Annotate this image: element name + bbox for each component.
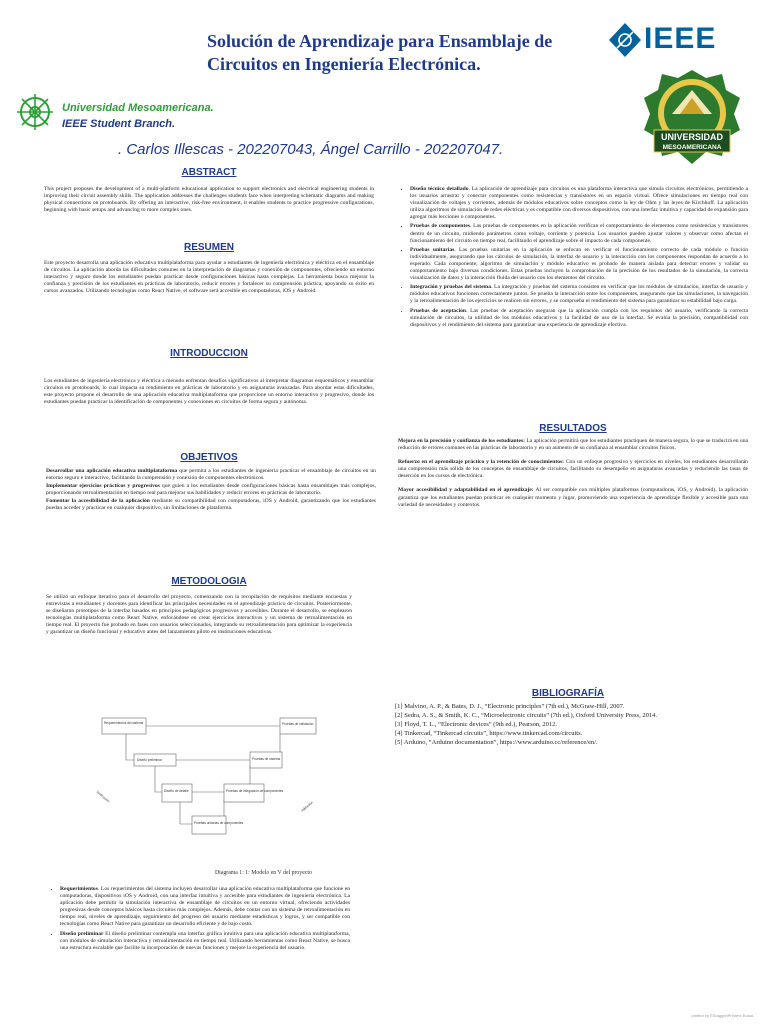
reference-1: [1] Malvino, A. P., & Bates, D. J., “Electronic principles” (7th ed.), McGraw-Hill, 2007. [395,703,625,710]
resumen-text: Este proyecto desarrolla una aplicación educativa multiplataforma para ayudar a estudiantes de ingeniería electrónica y eléctrica en el ensamblaje de circuitos. La aplicación aborda las dificultades comunes en la interpretación de diagramas y conexión de componentes, ofreciendo un entorno interactivo y seguro donde los estudiantes puedan practicar desde configuraciones básicas hasta complejas. La herramienta busca mejorar la confianza y precisión de los estudiantes en prácticas de laboratorio, reducir errores y fortalecer su comprensión práctica, apoyando su éxito en cursos avanzados. Utilizando tecnologías como React Native, el software será accesible en computadoras, iOS y Android. [44,260,374,295]
ieee-diamond-icon [608,22,642,58]
title-line-2: Circuitos en Ingeniería Electrónica. [207,54,481,74]
ieee-wordmark: IEEE [644,22,717,55]
university-block [62,100,214,132]
v-model-diagram [90,712,340,862]
university-name: Universidad Mesoamericana. [62,102,214,114]
objetivo-2: Implementar ejercicios prácticos y progresivos que guíen a los estudiantes desde configuraciones básicas hasta ensamblajes más complejos, proporcionando retroalimentación en tiempo real para mejorar sus habilidades y reducir errores en prácticas de laboratorio. [46,483,376,497]
phase-item-5: • Pruebas de aceptación. Las pruebas de aceptación aseguran que la aplicación cumpla con los requisitos del usuario, verificando la correcta simulación de circuitos, la utilidad de los módulos educativos y la facilidad de uso de la interfaz. Se evalúa la precisión, compatibilidad con dispositivos y el rendimiento del sistema para garantizar una experiencia de aprendizaje efectiva. [410,308,748,329]
reference-2: [2] Sedra, A. S., & Smith, K. C., “Microelectronic circuits” (7th ed.), Oxford University Press, 2014. [395,712,657,719]
resultado-3: Mayor accesibilidad y adaptabilidad en el aprendizaje: Al ser compatible con múltiples plataformas (computadoras, iOS, y Android), la aplicación garantiza que los estudiantes puedan practicar en cualquier momento y lugar, promoviendo una experiencia de aprendizaje flexible y accesible para una variedad de necesidades y contextos. [398,487,748,508]
diagram-caption: Diagrama 1: 1: Modelo en V del proyecto [215,870,312,876]
print-footer: printed by ElDaggerlPrinterx Euaui. [691,1013,754,1018]
metodologia-text: Se utilizó un enfoque iterativo para el desarrollo del proyecto, comenzando con la recopilación de requisitos mediante encuestas y entrevistas a estudiantes y docentes para identificar las principales necesidades en el aprendizaje práctico de circuitos. Posteriormente, se diseñaron prototipos de la interfaz basados en principios pedagógicos progresivos y accesibles. Durante el desarrollo, se emplearon tecnologías multiplataforma como React Native, enfocándose en crear ejercicios interactivos y un sistema de retroalimentación en tiempo real. El proyecto fue probado en fases con usuarios seleccionados, integrando su retroalimentación para optimizar la experiencia y garantizar un diseño funcional y educativo antes del lanzamiento piloto en instituciones educativas. [46,594,352,636]
seal-text-2: MESOAMERICANA [662,144,722,151]
v-label-pruebas-unitarias: Pruebas unitarias de componentes [194,821,244,825]
reference-5: [5] Arduino, “Arduino documentation”, https://www.arduino.cc/reference/en/. [395,739,598,746]
verificacion-label: Verificación [95,789,111,804]
abstract-text: This project proposes the development of a multi-platform educational application to support electronics and electrical engineering students in improving their circuit assembly skills. The application addresses the challenges students face when interpreting schematic diagrams and making physical connections on protoboards. By offering an interactive, risk-free environment, it enables students to practice progressive configurations, beginning with basic setups and advancing to more complex ones. [44,186,374,214]
resultados-list [398,438,748,516]
ship-wheel-icon [10,92,60,132]
metodologia-heading: METODOLOGIA [171,576,247,587]
phase-item-4: • Integración y pruebas del sistema. La integración y pruebas del sistema consisten en verificar que los módulos de simulación, interfaz de usuario y módulos educativos funcionen correctamente juntos. Se prueba la interacción entre los componentes, asegurando que las simulaciones, la navegación y la retroalimentación de los ejercicios se realicen sin errores, y se comprueba el rendimiento del sistema para garantizar su estabilidad bajo carga. [410,284,748,305]
university-logo [10,92,60,132]
metodologia-item-1: • Requerimientos. Los requerimientos del sistema incluyen desarrollar una aplicación educativa multiplataforma que funcione en computadoras, dispositivos iOS y Android, con una interfaz intuitiva y accesible para estudiantes de ingeniería electrónica. La aplicación debe permitir la simulación interactiva de ensamblaje de circuitos en un entorno virtual, ofreciendo actividades progresivas desde conceptos básicos hasta circuitos más complejos. Además, debe contar con un sistema de retroalimentación en tiempo real, niveles de aprendizaje, seguimiento del progreso del usuario mediante estadísticas y logros, y ser compatible con tecnologías como React Native para garantizar un desarrollo eficiente y de bajo costo. [60,886,350,929]
reference-3: [3] Floyd, T. L., “Electronic devices” (9th ed.), Pearson, 2012. [395,721,558,728]
objetivos-list [46,468,376,513]
resumen-heading: RESUMEN [183,242,234,253]
v-label-diseno-detalle: Diseño de detalle [164,789,189,793]
authors: . Carlos Illescas - 202207043, Ángel Carrillo - 202207047. [118,141,504,158]
resultados-heading: RESULTADOS [539,423,607,434]
objetivo-3: Fomentar la accesibilidad de la aplicación mediante su compatibilidad con computadoras, iOS y Android, garantizando que los estudiantes puedan acceder y practicar en cualquier dispositivo, sin limitaciones de plataforma. [46,498,376,512]
introduccion-text: Los estudiantes de ingeniería electrónica y eléctrica a menudo enfrentan desafíos significativos al interpretar diagramas esquemáticos y ensamblar circuitos en protoboards, lo cual impacta su rendimiento en prácticas de laboratorio y en asignaturas avanzadas. Para abordar estas dificultades, este proyecto propone el desarrollo de una aplicación educativa multiplataforma que proporcione un entorno interactivo y progresivo, donde los estudiantes puedan practicar la identificación de componentes y conexiones en circuitos de forma segura y autónoma. [44,378,374,406]
phase-item-3: • Pruebas unitarias. Las pruebas unitarias en la aplicación se enfocan en verificar el funcionamiento correcto de cada módulo o función individualmente, asegurando que los cálculos de simulación, la interfaz de usuario y la interacción con los componentes respondan de acuerdo a lo esperado. Cada componente, algoritmo de simulación y módulo educativo es probado de manera aislada para detectar errores y validar su comportamiento bajo diversas condiciones. Estas pruebas incluyen la comprobación de la precisión de los resultados de la simulación, la correcta visualización de datos y la interacción fluida del usuario con los elementos del circuito. [410,247,748,282]
v-label-requerimientos: Requerimientos del sistema [104,721,144,725]
introduccion-heading: INTRODUCCION [170,348,248,359]
bibliografia-list [395,702,755,747]
phase-list [398,186,748,331]
reference-4: [4] Tinkercad, “Tinkercad circuits”, https://www.tinkercad.com/circuits. [395,730,583,737]
resultado-1: Mejora en la precisión y confianza de los estudiantes: La aplicación permitirá que los estudiantes practiquen de manera segura, lo que se traducirá en una reducción de errores comunes en las prácticas de laboratorio y en un aumento de su confianza al ensamblar circuitos físicos. [398,438,748,452]
ieee-logo [606,20,756,60]
metodologia-list [48,886,350,954]
bibliografia-heading: BIBLIOGRAFÍA [531,688,605,699]
v-box-diseno-detalle [162,784,192,802]
student-branch: IEEE Student Branch. [62,118,176,130]
v-label-pruebas-validacion: Pruebas de validación [282,722,314,726]
objetivos-heading: OBJETIVOS [180,452,238,463]
v-label-pruebas-integracion: Pruebas de integración de componentes [226,789,284,793]
phase-item-1: • Diseño técnico detallado. La aplicación de aprendizaje para circuitos es una plataforma interactiva que simula circuitos electrónicos, permitiendo a los usuarios arrastrar y conectar componentes como resistencias y transistores en un espacio virtual. Ofrece simulaciones en tiempo real con visualización de voltajes y corrientes, además de módulos educativos sobre conceptos como la ley de Ohm y las leyes de Kirchhoff. La aplicación utiliza algoritmos de simulación de redes eléctricas y es compatible con diversos dispositivos, con una interfaz intuitiva y capacidad de expansión para agregar más lecciones o componentes. [410,186,748,221]
validacion-label: Validación [300,800,314,813]
metodologia-item-2: • Diseño preliminar El diseño preliminar contempla una interfaz gráfica intuitiva para una aplicación educativa multiplataforma, con módulos de simulación interactiva y retroalimentación en tiempo real. Utilizando herramientas como React Native, se busca una estructura escalable que facilite la incorporación de nuevas funciones y mejore la experiencia del usuario. [60,931,350,952]
phase-item-2: • Pruebas de componentes. Las pruebas de componentes en la aplicación verifican el comportamiento de elementos como resistencias y transistores dentro de un circuito, midiendo parámetros como voltaje, corriente y potencia. Los usuarios pueden ajustar valores y observar como afectan el funcionamiento del circuito en tiempo real, facilitando el aprendizaje sobre el impacto de cada componente. [410,223,748,244]
v-box-pruebas-validacion [280,718,316,734]
v-label-pruebas-sistema: Pruebas de sistema [252,757,281,761]
v-label-diseno-preliminar: Diseño preliminar [137,758,162,762]
objetivo-1: Desarrollar una aplicación educativa multiplataforma que permita a los estudiantes de ingeniería practicar el ensamblaje de circuitos en un entorno seguro e interactivo, facilitando la comprensión y conexión de componentes electrónicos. [46,468,376,482]
v-box-pruebas-unitarias [192,816,226,834]
abstract-heading: ABSTRACT [181,167,237,178]
v-box-pruebas-integracion [224,784,264,802]
poster-title [207,30,627,76]
seal-icon [642,68,742,166]
seal-text-1: UNIVERSIDAD [660,132,724,142]
resultado-2: Refuerzo en el aprendizaje práctico y la retención de conocimientos: Con un enfoque progresivo y ejercicios en niveles, los estudiantes desarrollarán una comprensión más sólida de los conceptos de ensamblaje de circuitos, facilitando su desempeño en asignaturas avanzadas y reduciendo las tasas de deserción en los cursos de electrónica. [398,459,748,480]
title-line-1: Solución de Aprendizaje para Ensamblaje de [207,31,553,51]
university-seal [642,68,742,166]
